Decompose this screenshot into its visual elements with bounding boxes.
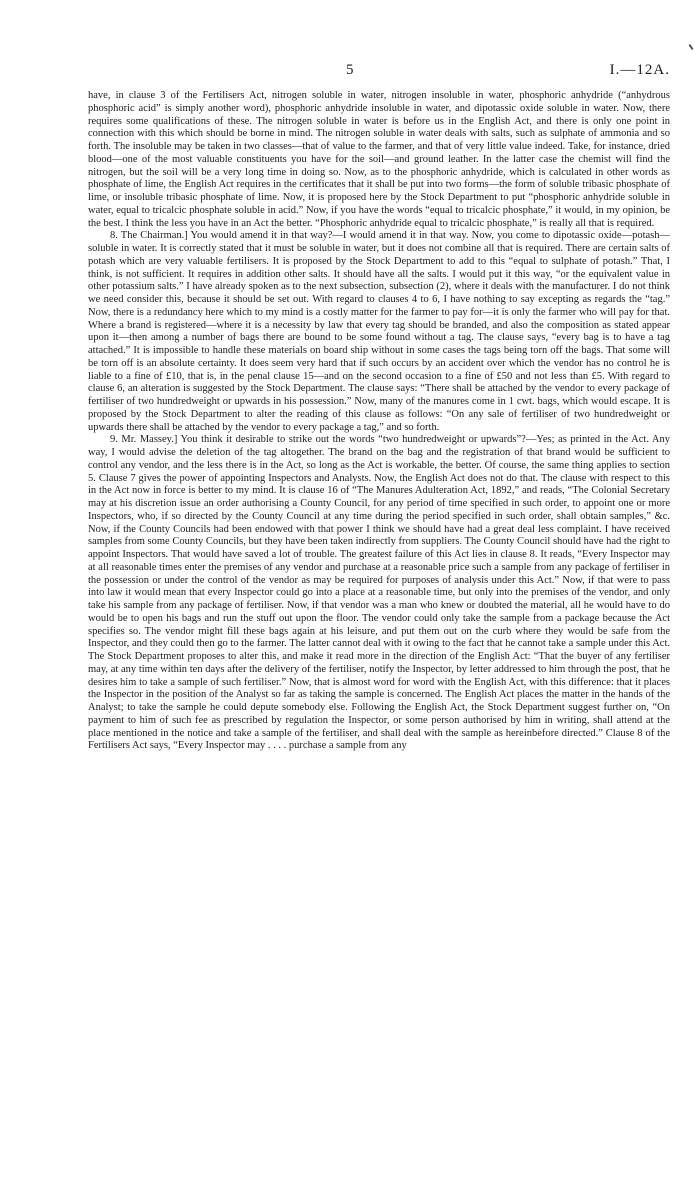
corner-mark bbox=[688, 44, 693, 50]
page-number: 5 bbox=[346, 62, 354, 78]
document-reference: I.—12A. bbox=[609, 62, 670, 78]
paragraph-1: have, in clause 3 of the Fertilisers Act, nitrogen soluble in water, nitrogen insoluble in water, phosphoric anhydride (“anhydrous phosphoric acid” is simply another word), phosphoric anhydride insoluble in water, and dipotassic oxide soluble in water. Now, there requires some qualifications of these. The nitrogen soluble in water is before us in the English Act, and there is only one point in connection with this which should be borne in mind. The nitrogen soluble in water deals with salts, such as sulphate of ammonia and so forth. The insoluble may be taken in two classes—that of value to the farmer, and that of very little value indeed. Take, for instance, dried blood—one of the most valuable constituents you have for the soil—and ground leather. In the latter case the chemist will find the nitrogen, but the soil will be a very long time in doing so. Now, as to the phosphoric anhydride, which is calculated in other words as phosphate of lime, the English Act requires in the certificates that it shall be put into two forms—the form of soluble tribasic phosphate of lime, or insoluble tribasic phosphate of lime. Now, it is proposed here by the Stock Department to put “phosphoric anhydride soluble in water, equal to tricalcic phosphate soluble in acid.” Now, if you have the words “equal to tricalcic phosphate,” it would, in my opinion, be the best. I think the less you have in an Act the better. “Phosphoric anhydride equal to tricalcic phosphate,” is really all that is required. bbox=[88, 90, 670, 229]
paragraph-2: 8. The Chairman.] You would amend it in that way?—I would amend it in that way. Now, you come to dipotassic oxide—potash—soluble in water. It is correctly stated that it must be soluble in water, but it does not combine all that is required. There are certain salts of potash which are very valuable fertilisers. It is proposed by the Stock Department to add to this “equal to sulphate of potash.” That, I think, is not sufficient. It requires in addition other salts. It should have all the salts. I would put it this way, “or the equivalent value in other potassium salts.” I have already spoken as to the next subsection, subsection (2), where it deals with the manufacturer. I do not think we need consider this, because it should be set out. With regard to clauses 4 to 6, I have nothing to say excepting as regards the “tag.” Now, there is a redundancy here which to my mind is a costly matter for the farmer to pay for—it is only the farmer who will pay for that. Where a brand is registered—where it is a necessity by law that every tag should be branded, and also the composition as stated appear upon it—then among a number of bags there are bound to be some found without a tag. The clause says, “every bag is to have a tag attached.” It is impossible to handle these materials on board ship without in some cases the tags being torn off the bags. That some will be torn off is an absolute certainty. It does seem very hard that if such occurs by an accident over which the vendor has no control he is liable to a fine of £10, that is, in the penal clause 15—and on the second occasion to a fine of £50 and not less than £5. With regard to clause 6, an alteration is suggested by the Stock Department. The clause says: “There shall be attached by the vendor to every package of fertiliser of two hundredweight or upwards in his possession.” Now, many of the manures come in 1 cwt. bags, which would escape. It is proposed by the Stock Department to alter the reading of this clause as follows: “On any sale of fertiliser of two hundredweight or upwards there shall be attached by the vendor to every package a tag,” and so forth. bbox=[88, 230, 670, 433]
paragraph-3: 9. Mr. Massey.] You think it desirable to strike out the words “two hundredweight or upwards”?—Yes; as printed in the Act. Any way, I would advise the deletion of the tag altogether. The brand on the bag and the registration of that brand would be sufficient to control any vendor, and the less there is in the Act, so long as the Act is workable, the better. Of course, the same thing applies to section 5. Clause 7 gives the power of appointing Inspectors and Analysts. Now, the English Act does not do that. The clause with respect to this in the Act now in force is better to my mind. It is clause 16 of “The Manures Adulteration Act, 1892,” and reads, “The Colonial Secretary may at his discretion issue an order authorising a County Council, for any period of time specified in such order, to appoint one or more Inspectors, who, if so directed by the County Council at any time during the period specified in such order, shall obtain samples,” &c. Now, if the County Councils had been endowed with that power I think we should have had a great deal less complaint. I have received samples from some County Councils, but they have been taken indirectly from suppliers. The County Council should have had the right to appoint Inspectors. That would have saved a lot of trouble. The greatest failure of this Act lies in clause 8. It reads, “Every Inspector may at all reasonable times enter the premises of any vendor and purchase at a reasonable price such a sample from any package of fertiliser in the possession or under the control of the vendor as may be required for purposes of analysis under this Act.” Now, if that were to pass into law it would mean that every Inspector could go into a place at a reasonable time, but only into the premises of the vendor, and only take his sample from any package of fertiliser. Now, if that vendor was a man who knew or doubted the material, all he would have to do would be to open his bags and run the stuff out upon the floor. The vendor could only take the sample from a package because the Act specifies so. The vendor might fill these bags again at his leisure, and put them out on the curb where they would be safe from the Inspector, and they could then go to the farmer. The latter cannot deal with it owing to the fact that he cannot take a sample under this Act. The Stock Department proposes to alter this, and make it read more in the direction of the English Act: “That the buyer of any fertiliser may, at any time within ten days after the delivery of the fertiliser, notify the Inspector, by letter addressed to him through the post, that he desires him to take a sample of such fertiliser.” Now, that is almost word for word with the English Act, with this difference: that it places the Inspector in the position of the Analyst so far as taking the sample is concerned. The English Act places the matter in the hands of the Analyst; to take the sample he could depute somebody else. Following the English Act, the Stock Department suggest further on, “On payment to him of such fee as prescribed by regulation the Inspector, or some person authorised by him in writing, shall attend at the place mentioned in the notice and take a sample of the fertiliser, and shall deal with the sample as hereinbefore directed.” Clause 8 of the Fertilisers Act says, “Every Inspector may . . . . purchase a sample from any bbox=[88, 434, 670, 752]
body-text bbox=[88, 90, 670, 753]
